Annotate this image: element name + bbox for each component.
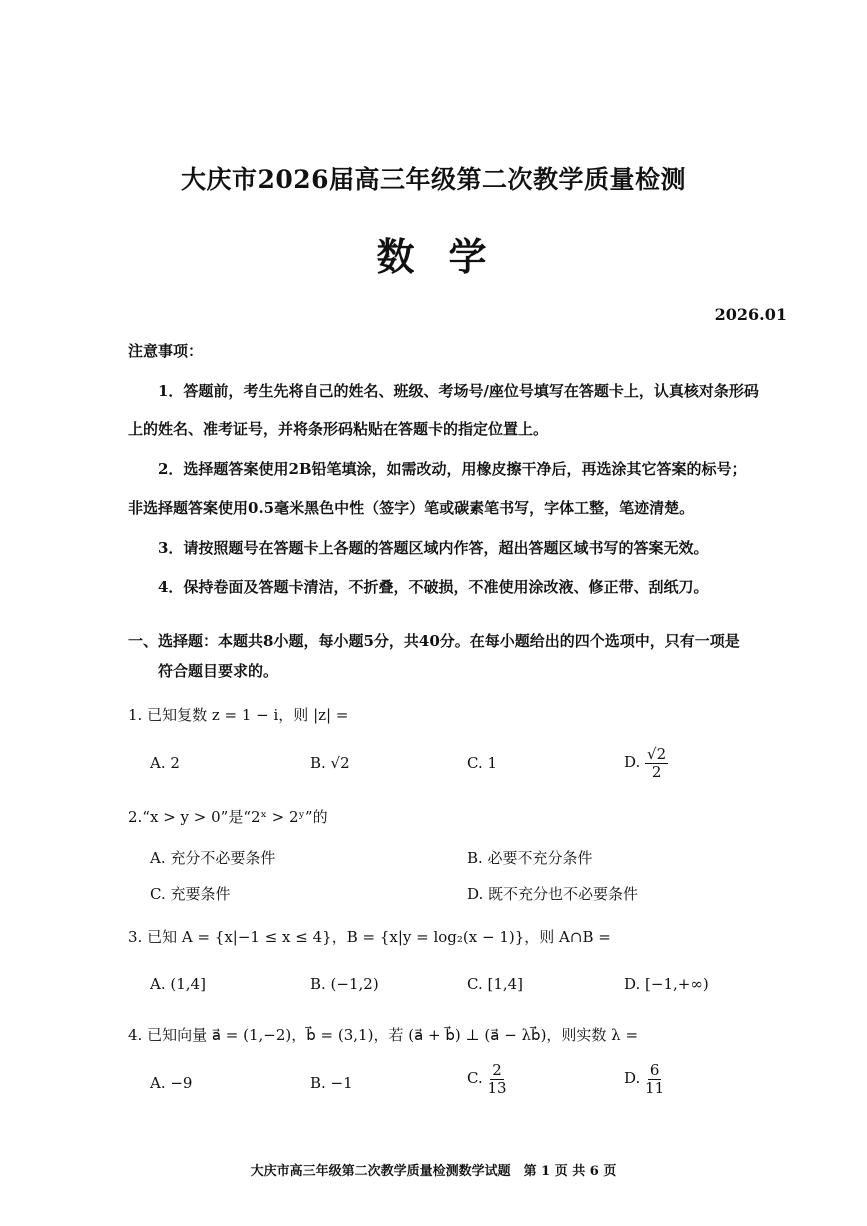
page-footer: 大庆市高三年级第二次教学质量检测数学试题 第 1 页 共 6 页	[250, 1164, 617, 1179]
question-3-stem: 3. 已知 A = {x|−1 ≤ x ≤ 4}，B = {x|y = log₂(x − 1)}，则 A∩B =	[128, 928, 611, 946]
q1-option-d-fraction	[645, 746, 668, 780]
q4-option-d	[624, 1062, 664, 1096]
fraction-denominator: 2	[651, 762, 662, 781]
q3-option-d: D. [−1,+∞)	[624, 975, 709, 993]
q1-option-c: C. 1	[467, 754, 498, 772]
notes-heading: 注意事项：	[128, 342, 204, 360]
q1-option-a: A. 2	[150, 754, 180, 772]
q1-option-b: B. √2	[310, 754, 350, 772]
q2-option-d: D. 既不充分也不必要条件	[467, 885, 639, 903]
q4-option-d-label: D.	[624, 1069, 641, 1087]
note-line-6: 4．保持卷面及答题卡清洁，不折叠，不破损，不准使用涂改液、修正带、刮纸刀。	[158, 578, 709, 596]
note-line-3: 2．选择题答案使用2B铅笔填涂，如需改动，用橡皮擦干净后，再选涂其它答案的标号；	[158, 460, 747, 478]
note-line-2: 上的姓名、准考证号，并将条形码粘贴在答题卡的指定位置上。	[128, 420, 549, 438]
fraction-numerator: 2	[492, 1061, 502, 1079]
q4-option-d-fraction	[645, 1062, 664, 1096]
exam-title: 大庆市2026届高三年级第二次教学质量检测	[180, 165, 687, 194]
subject-title: 数学	[376, 234, 521, 279]
q3-option-b: B. (−1,2)	[310, 975, 379, 993]
question-2-stem: 2.“x > y > 0”是“2ˣ > 2ʸ”的	[128, 808, 328, 826]
q4-option-b: B. −1	[310, 1074, 353, 1092]
fraction-numerator: 6	[649, 1061, 660, 1079]
q3-option-c: C. [1,4]	[467, 975, 524, 993]
question-1-stem: 1. 已知复数 z = 1 − i，则 |z| =	[128, 706, 349, 724]
fraction-denominator: 11	[645, 1078, 665, 1097]
fraction-denominator: 13	[487, 1078, 507, 1097]
note-line-4: 非选择题答案使用0.5毫米黑色中性（签字）笔或碳素笔书写，字体工整，笔迹清楚。	[128, 499, 695, 517]
q4-option-c-fraction	[488, 1062, 507, 1096]
q1-option-d	[624, 746, 668, 780]
question-4-stem: 4. 已知向量 a⃗ = (1,−2)，b⃗ = (3,1)，若 (a⃗ + b⃗) ⊥ (a⃗ − λb⃗)，则实数 λ =	[128, 1026, 639, 1044]
note-line-1: 1．答题前，考生先将自己的姓名、班级、考场号/座位号填写在答题卡上，认真核对条形码	[158, 382, 759, 400]
fraction-numerator: √2	[647, 745, 667, 763]
q3-option-a: A. (1,4]	[150, 975, 206, 993]
q2-option-c: C. 充要条件	[150, 885, 231, 903]
q4-option-c	[467, 1062, 507, 1096]
section-heading-cont: 符合题目要求的。	[158, 662, 279, 680]
section-heading: 一、选择题：本题共8小题，每小题5分，共40分。在每小题给出的四个选项中，只有一项是	[128, 632, 740, 650]
q2-option-b: B. 必要不充分条件	[467, 849, 593, 867]
q4-option-c-label: C.	[467, 1069, 483, 1087]
q1-option-d-label: D.	[624, 753, 641, 771]
q4-option-a: A. −9	[150, 1074, 193, 1092]
exam-date: 2026.01	[714, 305, 787, 324]
q2-option-a: A. 充分不必要条件	[150, 849, 276, 867]
note-line-5: 3．请按照题号在答题卡上各题的答题区域内作答，超出答题区域书写的答案无效。	[158, 539, 709, 557]
